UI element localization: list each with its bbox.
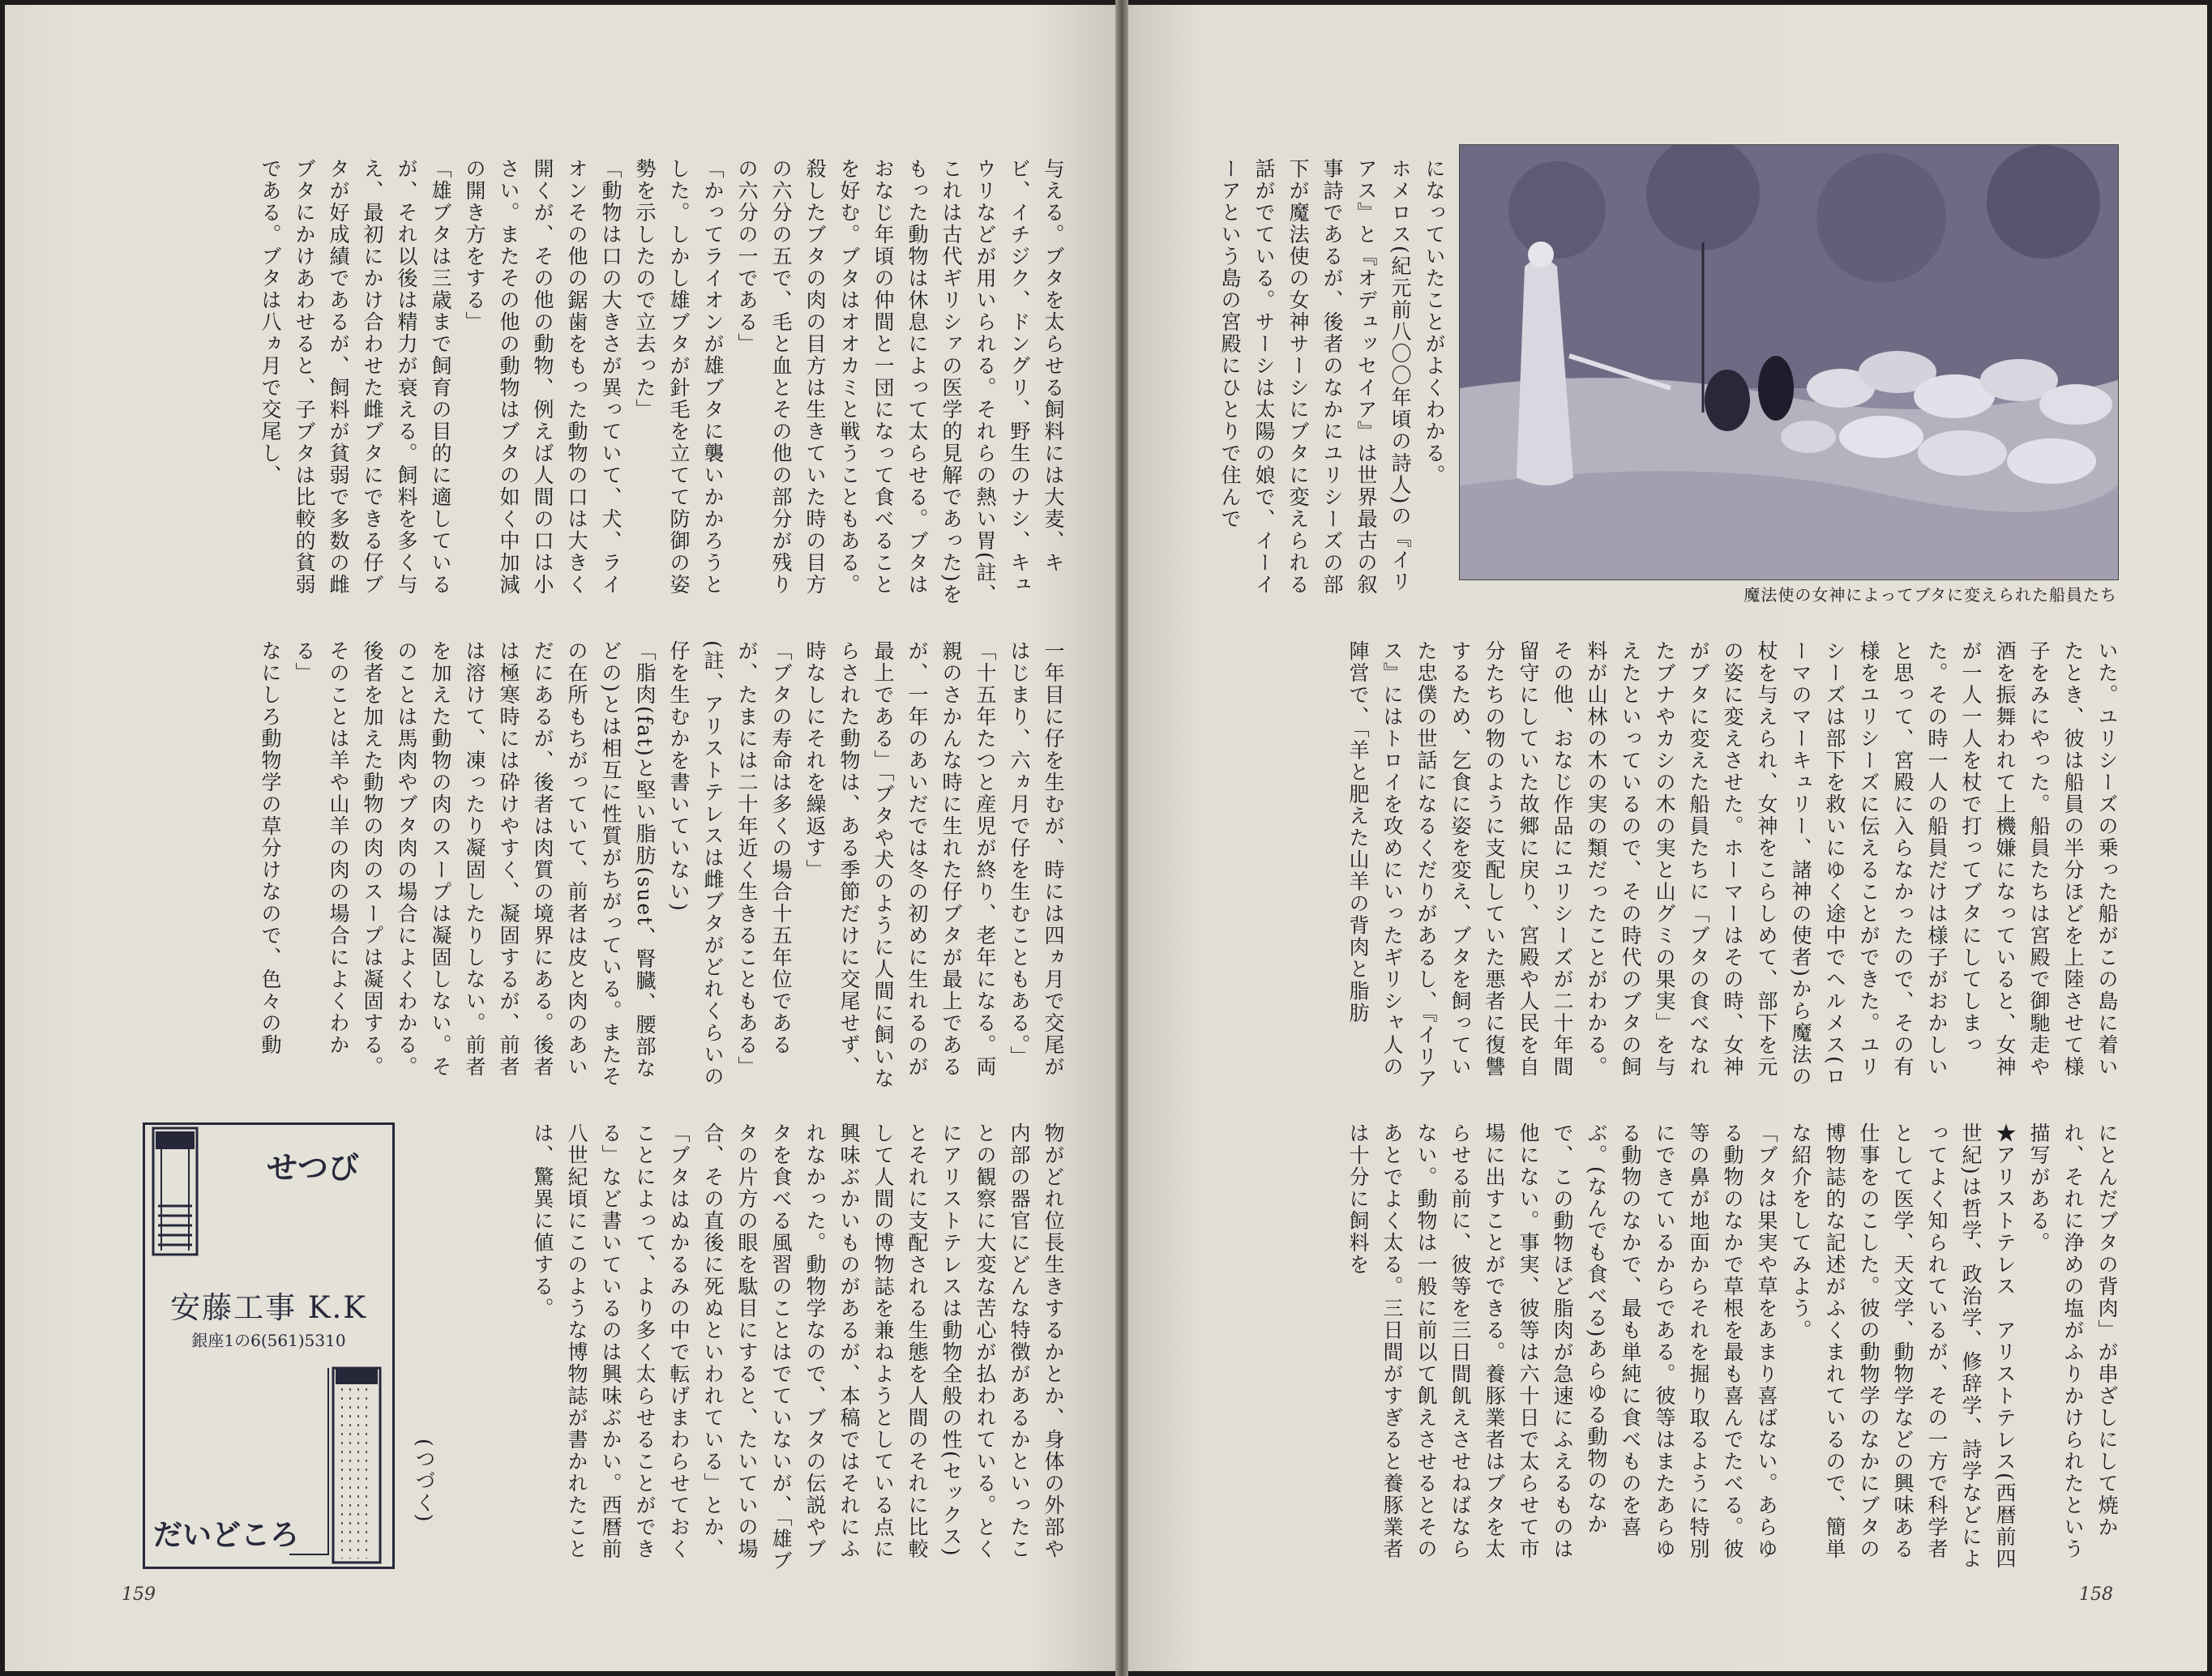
left-upper-text: 与える。ブタを太らせる飼料には大麦、キビ、イチジク、ドングリ、野生のナシ、キュウリなどが用いられる。それらの熱い胃(註、これは古代ギリシァの医学的見解であった)をもった動物は休息によって太らせる。ブタはおなじ年頃の仲間と一団になって食べることを好む。ブタはオオカミと戦うこともある。殺したブタの肉の目方は生きていた時の目方の六分の五で、毛と血とその他の部分が残りの六分の一である」 「かってライオンが雄ブタに襲いかかろうとした。しかし雄ブタが針毛を立てて防御の姿勢を示したので立去った」 「動物は口の大きさが異っていて、犬、ライオンその他の鋸歯をもった動物の口は大きく開くが、その他の動物、例えば人間の口は小さい。またその他の動物はブタの如く中加減の開き方をする」 「雄ブタは三歳まで飼育の目的に適しているが、それ以後は精力が衰える。飼料を多く与え、最初にかけ合わせた雌ブタにできる仔ブタが好成績であるが、飼料が貧弱で多数の雌ブタにかけあわせると、子ブタは比較的貧弱である。ブタは八ヵ月で交尾し、 — [259, 158, 1065, 605]
left-page-number: 159 — [122, 1584, 156, 1605]
ad-company-name: 安藤工事 K.K — [170, 1290, 367, 1325]
right-upper-text: になっていたことがよくわかる。 ホメロス(紀元前八〇〇年頃の詩人)の『イリアス』と『オデュッセイア』は世界最古の叙事詩であるが、後者のなかにユリシーズの部下が魔法使の女神サーシにブタに変えられる話がでている。サーシは太陽の娘で、イーイーアという島の宮殿にひとりで住んで — [1218, 158, 1446, 596]
figure-image — [1460, 145, 2118, 579]
ad-address: 銀座1の6(561)5310 — [191, 1331, 346, 1350]
advertisement — [143, 1122, 395, 1569]
ad-bottom-label: だいどころ — [153, 1519, 300, 1552]
book-spine — [1115, 0, 1128, 1676]
figure-circe-illustration — [1459, 144, 2119, 580]
figure-caption: 魔法使の女神によってブタに変えられた船員たち — [1744, 585, 2117, 605]
left-lower-text: 物がどれ位長生きするかとか、身体の外部や内部の器官にどんな特徴があるかといったことの観察に大変な苦心が払われている。とくにアリストテレスは動物全般の性(セックス)とそれに支配される生態を人間のそれに比較して人間の博物誌を兼ねようとしている点に興味ぶかいものがあるが、本稿ではそれにふれなかった。動物学なので、ブタの伝説やブタを食べる風習のことはでていないが、「雄ブタの片方の眼を駄目にすると、たいていの場合、その直後に死ぬといわれている」とか、「ブタはぬかるみの中で転げまわらせておくことによって、より多く太らせることができる」など書いているのは興味ぶかい。西暦前八世紀頃にこのような博物誌が書かれたことは、驚異に値する。 — [531, 1122, 1065, 1572]
right-page-number: 158 — [2079, 1584, 2113, 1605]
right-middle-text: いた。ユリシーズの乗った船がこの島に着いたとき、彼は船員の半分ほどを上陸させて様子をみにやった。船員たちは宮殿で御馳走や酒を振舞われて上機嫌になっていると、女神が一人一人を杖で打ってブタにしてしまった。その時一人の船員だけは様子がおかしいと思って、宮殿に入らなかったので、その有様をユリシーズに伝えることができた。ユリシーズは部下を救いにゆく途中でヘルメス(ローマのマーキュリー、諸神の使者)から魔法の杖を与えられ、女神をこらしめて、部下を元の姿に変えさせた。ホーマーはその時、女神がブタに変えた船員たちに「ブタの食べなれたブナやカシの木の実と山グミの果実」を与えたといっているので、その時代のブタの飼料が山林の木の実の類だったことがわかる。 その他、おなじ作品にユリシーズが二十年間留守にしていた故郷に戻り、宮殿や人民を自分たちの物のように支配していた悪者に復讐するため、乞食に姿を変え、ブタを飼っていた忠僕の世話になるくだりがあるし、『イリアス』にはトロイを攻めにいったギリシャ人の陣営で、「羊と肥えた山羊の背肉と脂肪 — [1346, 640, 2119, 1090]
to-be-continued: (つづく) — [413, 1439, 436, 1524]
ad-top-label: せつび — [267, 1150, 360, 1186]
right-lower-text: にとんだブタの背肉」が串ざしにして焼かれ、それに浄めの塩がふりかけられたという描写がある。 ★アリストテレス アリストテレス(西暦前四世紀)は哲学、政治学、修辞学、詩学などによってよく知られているが、その一方で科学者として医学、天文学、動物学などの興味ある仕事をのこした。彼の動物学のなかにブタの博物誌的な記述がふくまれているので、簡単な紹介をしてみよう。 「ブタは果実や草をあまり喜ばない。あらゆる動物のなかで草根を最も喜んでたべる。彼等の鼻が地面からそれを掘り取るように特別にできているからである。彼等はまたあらゆる動物のなかで、最も単純に食べものを喜ぶ。(なんでも食べる)あらゆる動物のなかで、この動物ほど脂肉が急速にふえるものは他にない。事実、彼等は六十日で太らせて市場に出すことができる。養豚業者はブタを太らせる前に、彼等を三日間飢えさせねばならない。動物は一般に前以て飢えさせるとそのあとでよく太る。三日間がすぎると養豚業者は十分に飼料を — [1346, 1122, 2119, 1570]
left-middle-text: 一年目に仔を生むが、時には四ヵ月で交尾がはじまり、六ヵ月で仔を生むこともある。」「十五年たつと産児が終り、老年になる。両親のさかんな時に生れた仔ブタが最上であるが、一年のあいだでは冬の初めに生れるのが最上である」「ブタや犬のように人間に飼いならされた動物は、ある季節だけに交尾せず、時なしにそれを繰返す」 「ブタの寿命は多くの場合十五年位であるが、たまには二十年近く生きることもある」(註、アリストテレスは雌ブタがどれくらいの仔を生むかを書いていない) 「脂肉(fat)と堅い脂肪(suet、腎臓、腰部などの)とは相互に性質がちがっている。またその在所もちがっていて、前者は皮と肉のあいだにあるが、後者は肉質の境界にある。後者は極寒時には砕けやすく、凝固するが、前者は溶けて、凍ったり凝固したりしない。前者を加えた動物の肉のスープは凝固しない。そのことは馬肉やブタ肉の場合によくわかる。後者を加えた動物の肉のスープは凝固する。そのことは羊や山羊の肉の場合によくわかる」 なにしろ動物学の草分けなので、色々の動 — [259, 640, 1065, 1090]
